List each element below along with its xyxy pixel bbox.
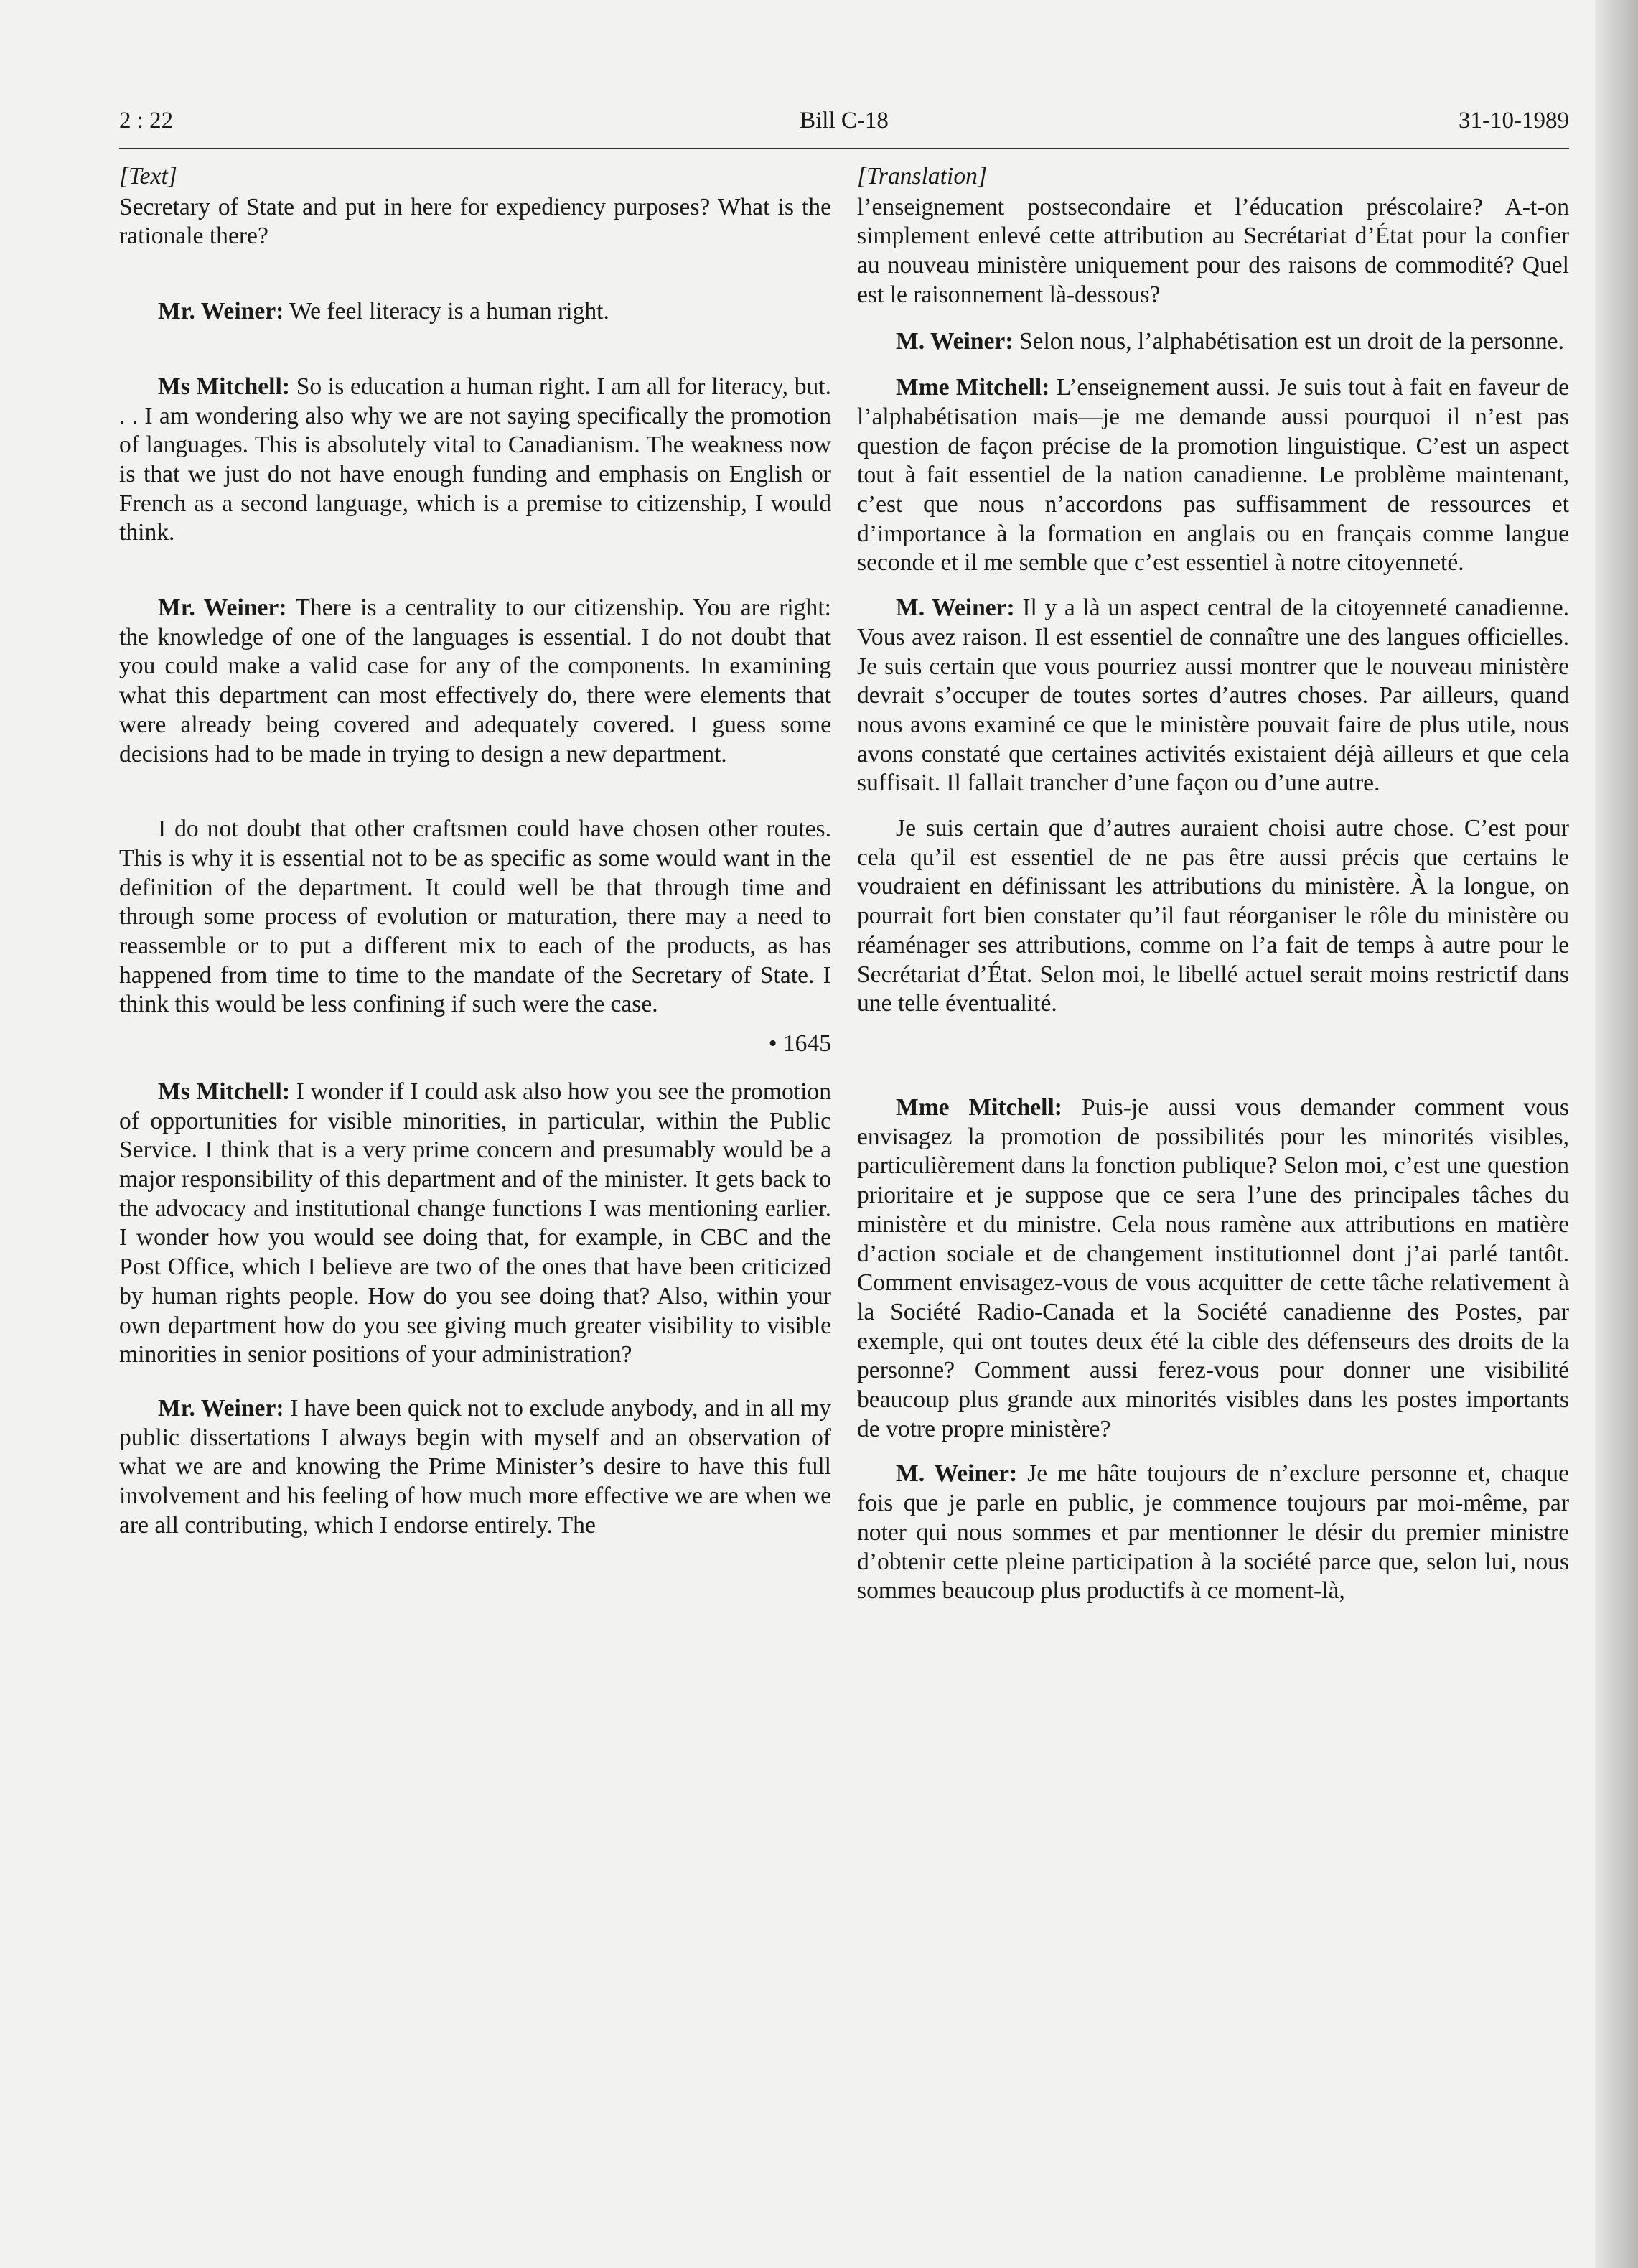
paragraph xyxy=(857,327,1569,357)
paragraph: Je suis certain que d’autres auraient choisi autre chose. C’est pour cela qu’il est essentiel de ne pas être aussi précis que certains le voudraient en définissant les attributions du ministère. À la longue, on pourrait fort bien constater qu’il faut réorganiser le rôle du ministère ou réaménager ses attributions, comme on l’a fait de temps à autre pour le Secrétariat d’État. Selon moi, le libellé actuel serait moins restrictif dans une telle éventualité. xyxy=(857,815,1569,1017)
speech-text: I wonder if I could ask also how you see the promotion of opportunities for visible minorities, in particular, within the Public Service. I think that is a very prime concern and presumably would be a major responsibility of this department and of the minister. It gets back to the advocacy and institutional change functions I was mentioning earlier. I wonder how you would see doing that, for example, in CBC and the Post Office, which I believe are two of the ones that have been criticized by human rights people. How do you see doing that? Also, within your own department how do you see giving much greater visibility to visible minorities in senior positions of your administration? xyxy=(119,1078,831,1368)
paragraph xyxy=(119,373,831,548)
page-header xyxy=(119,108,1569,148)
speech-text: There is a centrality to our citizenship. You are right: the knowledge of one of the languages is essential. I do not doubt that you could make a valid case for any of the components. In examining what this department can most effectively do, there were elements that were already being covered and adequately covered. I guess some decisions had to be made in trying to design a new department. xyxy=(119,594,831,767)
header-rule xyxy=(119,148,1569,149)
speech-text: Il y a là un aspect central de la citoyenneté canadienne. Vous avez raison. Il est essentiel de connaître une des langues officielles. Je suis certain que vous pourriez aussi montrer que le nouveau ministère devrait s’occuper de toutes sortes d’autres choses. Par ailleurs, quand nous avons examiné ce que le ministère pouvait faire de plus utile, nous avons constaté que certaines activités existaient déjà ailleurs et que cela suffisait. Il fallait trancher d’une façon ou d’une autre. xyxy=(857,594,1569,797)
speaker-name: M. Weiner: xyxy=(896,1460,1018,1488)
speaker-name: M. Weiner: xyxy=(896,327,1014,355)
paragraph: l’enseignement postsecondaire et l’éducation préscolaire? A-t-on simplement enlevé cette attribution au Secrétariat d’État pour la confier au nouveau ministère uniquement pour des raisons de commodité? Quel est le raisonnement là-dessous? xyxy=(857,193,1569,308)
speaker-name: Mr. Weiner: xyxy=(158,1394,284,1422)
speech-text: L’enseignement aussi. Je suis tout à fait en faveur de l’alphabétisation mais—je me demande aussi pourquoi il n’est pas question de façon précise de la promotion linguistique. C’est un aspect tout à fait essentiel de la nation canadienne. Le problème maintenant, c’est que nous n’accordons pas suffisamment de ressources et d’importance à la formation en anglais ou en français comme langue seconde et il me semble que c’est essentiel à notre citoyenneté. xyxy=(857,374,1569,577)
paragraph xyxy=(119,594,831,769)
sitting-date: 31-10-1989 xyxy=(1459,108,1569,134)
paragraph xyxy=(119,1394,831,1541)
speech-text: Puis-je aussi vous demander comment vous envisagez la promotion de possibilités pour les minorités visibles, particulièrement dans la fonction publique? Selon moi, c’est une question prioritaire et je suppose que ce sera l’une des principales tâches du ministère et du ministre. Cela nous ramène aux attributions en matière d’action sociale et de changement institutionnel dont j’ai parlé tantôt. Comment envisagez-vous de vous acquitter de cette tâche relativement à la Société Radio-Canada et la Société canadienne des Postes, par exemple, qui ont toutes deux été la cible des défenseurs des droits de la personne? Comment aussi ferez-vous pour donner une visibilité beaucoup plus grande aux minorités visibles dans les postes importants de votre propre ministère? xyxy=(857,1093,1569,1442)
speaker-name: M. Weiner: xyxy=(896,594,1015,622)
timestamp: • 1645 xyxy=(768,1030,831,1058)
speech-text: So is education a human right. I am all for literacy, but. . . I am wondering also why we are not saying specifically the promotion of languages. This is absolutely vital to Canadianism. The weakness now is that we just do not have enough funding and emphasis on English or French as a second language, which is a premise to citizenship, I would think. xyxy=(119,373,832,546)
speaker-name: Mme Mitchell: xyxy=(896,374,1050,401)
paragraph xyxy=(857,373,1569,578)
paragraph xyxy=(119,1078,831,1370)
paragraph xyxy=(857,1460,1569,1606)
page-number: 2 : 22 xyxy=(119,108,174,134)
paragraph xyxy=(857,1093,1569,1444)
french-column xyxy=(857,162,1569,1606)
paragraph xyxy=(857,594,1569,798)
speaker-name: Mr. Weiner: xyxy=(158,298,284,325)
english-column xyxy=(119,162,831,1540)
bill-title: Bill C-18 xyxy=(800,108,889,134)
speech-text: Selon nous, l’alphabétisation est un droit de la personne. xyxy=(1013,327,1564,355)
speaker-name: Mr. Weiner: xyxy=(158,594,287,622)
paragraph: Secretary of State and put in here for expediency purposes? What is the rationale there? xyxy=(119,193,831,250)
speech-text: I have been quick not to exclude anybody, and in all my public dissertations I always begin with myself and an observation of what we are and knowing the Prime Minister’s desire to have this full involvement and his feeling of how much more effective we are when we are all contributing, which I endorse entirely. The xyxy=(119,1394,831,1539)
speech-text: We feel literacy is a human right. xyxy=(284,298,609,325)
paragraph xyxy=(119,297,831,327)
speaker-name: Mme Mitchell: xyxy=(896,1093,1062,1121)
speech-text: Je me hâte toujours de n’exclure personne et, chaque fois que je parle en public, je commence toujours par moi-même, par noter qui nous sommes et par mentionner le désir du premier ministre d’obtenir cette pleine participation à la société parce que, selon lui, nous sommes beaucoup plus productifs à ce moment-là, xyxy=(857,1460,1569,1605)
column-label: [Translation] xyxy=(857,163,988,190)
page-edge-shadow xyxy=(1595,0,1638,2268)
speaker-name: Ms Mitchell: xyxy=(158,373,290,400)
speaker-name: Ms Mitchell: xyxy=(158,1078,291,1105)
column-label: [Text] xyxy=(119,163,177,190)
paragraph: I do not doubt that other craftsmen could have chosen other routes. This is why it is essential not to be as specific as some would want in the definition of the department. It could well be that through time and through some process of evolution or maturation, there may a need to reassemble or to put a different mix to each of the products, as has happened from time to time to the mandate of the Secretary of State. I think this would be less confining if such were the case. xyxy=(119,816,831,1018)
